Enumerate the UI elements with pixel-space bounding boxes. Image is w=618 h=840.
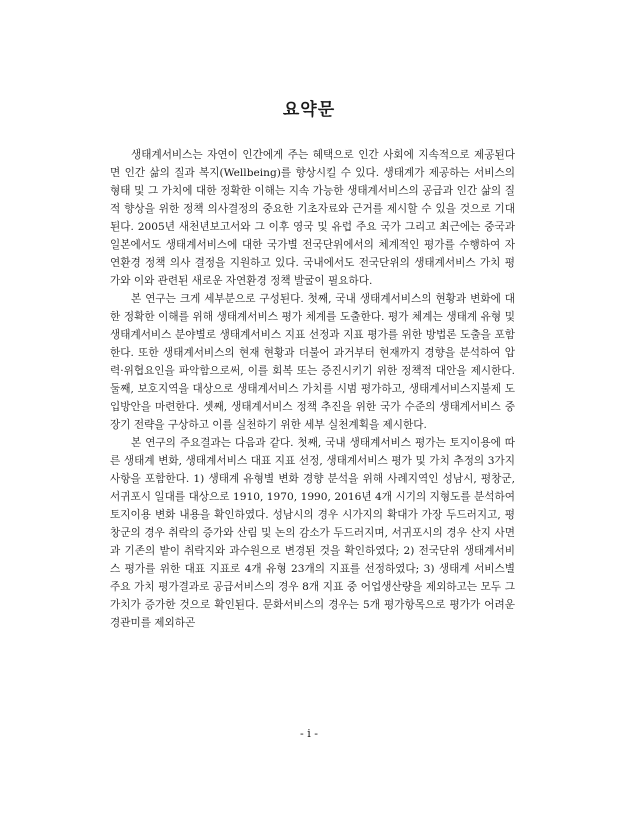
page-number: - i - xyxy=(300,727,318,740)
paragraph-1: 생태계서비스는 자연이 인간에게 주는 혜택으로 인간 사회에 지속적으로 제공된다면 인간 삶의 질과 복지(Wellbeing)를 향상시킬 수 있다. 생태계가 제공하는 서비스의 형태 및 그 가치에 대한 정확한 이해는 지속 가능한 생태계서비스의 공급과 인간 삶의 질적 향상을 위한 정책 의사결정의 중요한 기초자료와 근거를 제시할 수 있을 것으로 기대된다. 2005년 새천년보고서와 그 이후 영국 및 유럽 주요 국가 그리고 최근에는 중국과 일본에서도 생태계서비스에 대한 국가별 전국단위에서의 체계적인 평가를 수행하여 자연환경 정책 의사 결정을 지원하고 있다. 국내에서도 전국단위의 생태계서비스 가치 평가와 이와 관련된 새로운 자연환경 정책 발굴이 필요하다. xyxy=(110,149,515,287)
page-title: 요약문 xyxy=(282,100,336,120)
paragraph-2: 본 연구는 크게 세부분으로 구성된다. 첫째, 국내 생태계서비스의 현황과 변화에 대한 정확한 이해를 위해 생태계서비스 평가 체계를 도출한다. 평가 체계는 생태계 유형 및 생태계서비스 분야별로 생태계서비스 지표 선정과 지표 평가를 위한 방법론 도출을 포함한다. 또한 생태계서비스의 현재 현황과 더불어 과거부터 현재까지 경향을 분석하여 압력·위협요인을 파악함으로써, 이를 회복 또는 증진시키기 위한 정책적 대안을 제시한다. 둘째, 보호지역을 대상으로 생태계서비스 가치를 시범 평가하고, 생태계서비스지불제 도입방안을 마련한다. 셋째, 생태계서비스 정책 추진을 위한 국가 수준의 생태계서비스 중장기 전략을 구상하고 이를 실천하기 위한 세부 실천계획을 제시한다. xyxy=(110,293,515,431)
document-body xyxy=(110,146,515,632)
paragraph-3: 본 연구의 주요결과는 다음과 같다. 첫째, 국내 생태계서비스 평가는 토지이용에 따른 생태계 변화, 생태계서비스 대표 지표 선정, 생태계서비스 평가 및 가치 추정의 3가지 사항을 포함한다. 1) 생태계 유형별 변화 경향 분석을 위해 사례지역인 성남시, 평창군, 서귀포시 일대를 대상으로 1910, 1970, 1990, 2016년 4개 시기의 지형도를 분석하여 토지이용 변화 내용을 확인하였다. 성남시의 경우 시가지의 확대가 가장 두드러지고, 평창군의 경우 취락의 증가와 산림 및 논의 감소가 두드러지며, 서귀포시의 경우 산지 사면과 기존의 밭이 취락지와 과수원으로 변경된 것을 확인하였다; 2) 전국단위 생태계서비스 평가를 위한 대표 지표로 4개 유형 23개의 지표를 선정하였다; 3) 생태계 서비스별 주요 가치 평가결과로 공급서비스의 경우 8개 지표 중 어업생산량을 제외하고는 모두 그 가치가 증가한 것으로 확인된다. 문화서비스의 경우는 5개 평가항목으로 평가가 어려운 경관미를 제외하곤 xyxy=(110,437,515,629)
